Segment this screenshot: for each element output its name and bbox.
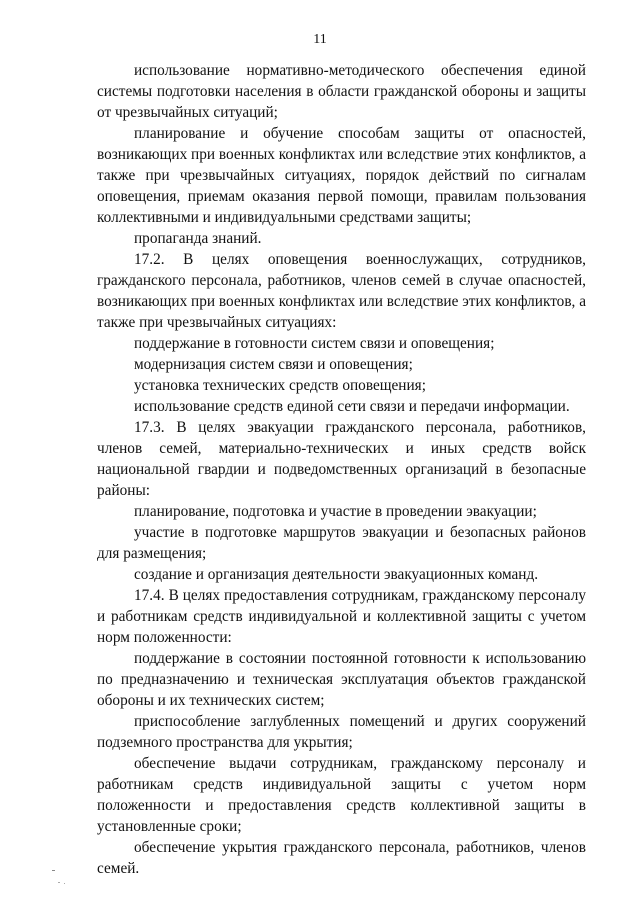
scan-specks bbox=[50, 868, 72, 890]
paragraph: планирование, подготовка и участие в проведении эвакуации; bbox=[134, 503, 537, 520]
paragraph: приспособление заглубленных помещений и других сооружений подземного пространства для укрытия; bbox=[97, 713, 586, 751]
paragraph: поддержание в готовности систем связи и оповещения; bbox=[134, 335, 495, 352]
paragraph: использование средств единой сети связи и передачи информации. bbox=[134, 398, 570, 415]
document-body bbox=[97, 60, 586, 879]
paragraph: использование нормативно-методического обеспечения единой системы подготовки населения в области гражданской обороны и защиты от чрезвычайных ситуаций; bbox=[97, 62, 586, 121]
paragraph: установка технических средств оповещения; bbox=[134, 377, 426, 394]
page-number: 11 bbox=[313, 32, 327, 47]
paragraph: 17.3. В целях эвакуации гражданского персонала, работников, членов семей, материально-технических и иных средств войск национальной гвардии и подведомственных организаций в безопасные районы: bbox=[97, 419, 586, 499]
paragraph: обеспечение выдачи сотрудникам, гражданскому персоналу и работникам средств индивидуальной защиты с учетом норм положенности и предоставления средств коллективной защиты в установленные сроки; bbox=[97, 755, 586, 835]
paragraph: участие в подготовке маршрутов эвакуации и безопасных районов для размещения; bbox=[97, 524, 586, 562]
paragraph: модернизация систем связи и оповещения; bbox=[134, 356, 413, 373]
paragraph: планирование и обучение способам защиты от опасностей, возникающих при военных конфликтах или вследствие этих конфликтов, а также при чрезвычайных ситуациях, порядок действий по сигналам оповещения, приемам оказания первой помощи, правилам пользования коллективными и индивидуальными средствами защиты; bbox=[97, 125, 586, 226]
paragraph: 17.2. В целях оповещения военнослужащих, сотрудников, гражданского персонала, работников, членов семей в случае опасностей, возникающих при военных конфликтах или вследствие этих конфликтов, а также при чрезвычайных ситуациях: bbox=[97, 251, 586, 331]
paragraph: создание и организация деятельности эвакуационных команд. bbox=[134, 566, 539, 583]
paragraph: пропаганда знаний. bbox=[134, 230, 262, 247]
paragraph: 17.4. В целях предоставления сотрудникам, гражданскому персоналу и работникам средств индивидуальной и коллективной защиты с учетом норм положенности: bbox=[97, 587, 586, 646]
paragraph: поддержание в состоянии постоянной готовности к использованию по предназначению и техническая эксплуатация объектов гражданской обороны и их технических систем; bbox=[97, 650, 586, 709]
paragraph: обеспечение укрытия гражданского персонала, работников, членов семей. bbox=[97, 839, 586, 877]
